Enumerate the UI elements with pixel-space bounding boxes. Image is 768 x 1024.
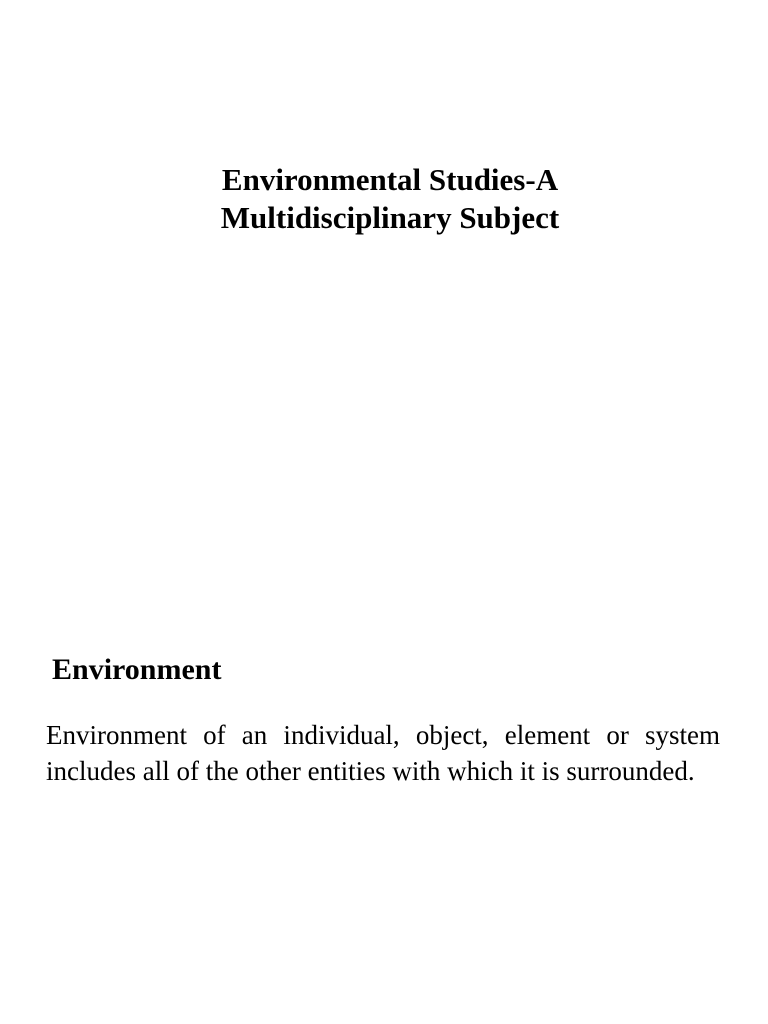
page-title <box>0 161 768 237</box>
section-body: Environment of an individual, object, element or system includes all of the other entities with which it is surrounded. <box>46 720 720 786</box>
title-line-2: Multidisciplinary Subject <box>220 199 560 235</box>
section-heading: Environment <box>52 653 222 686</box>
title-line-1: Environmental Studies-A <box>221 161 559 197</box>
